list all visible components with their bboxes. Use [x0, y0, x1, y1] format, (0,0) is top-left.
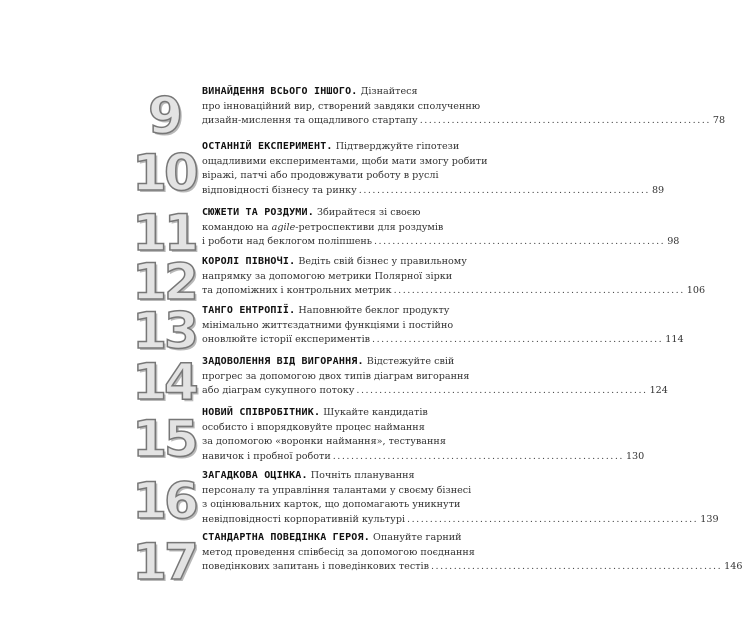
entry-desc: -ретроспективи для роздумів — [295, 221, 444, 233]
leader-dots: ................................................................ — [393, 285, 685, 296]
entry-text — [202, 531, 742, 575]
entry-desc: відповідності бізнесу та ринку — [202, 184, 357, 196]
leader-dots: ................................................................ — [430, 561, 723, 572]
entry-desc: з оцінювальних карток, що допомагають уникнути — [202, 499, 461, 510]
leader-dots: ................................................................ — [407, 513, 699, 525]
entry-desc: дизайн-мислення та ощадливого стартапу — [202, 115, 418, 126]
entry-text — [202, 406, 645, 464]
entry-desc: за допомогою «воронки наймання», тестування — [202, 436, 446, 447]
chapter-number: 17 — [132, 533, 196, 591]
page-number: 130 — [625, 450, 645, 462]
entry-title: ЗАГАДКОВА ОЦІНКА. — [202, 470, 308, 481]
page-number: 139 — [700, 513, 719, 525]
entry-desc: Шукайте кандидатів — [320, 407, 428, 418]
page-number: 89 — [651, 184, 665, 196]
entry-desc: та допоміжних і контрольних метрик — [202, 285, 392, 296]
entry-title: ЗАДОВОЛЕННЯ ВІД ВИГОРАННЯ. — [202, 356, 364, 367]
entry-desc: Підтверджуйте гіпотези — [332, 141, 460, 152]
entry-desc: командою на — [202, 221, 272, 233]
entry-desc: Збирайтеся зі своєю — [313, 207, 421, 218]
entry-desc: оновлюйте історії експериментів — [202, 334, 371, 345]
entry-desc: ощадливими експериментами, щоби мати змогу робити — [202, 155, 488, 167]
page-number: 124 — [649, 385, 668, 396]
entry-title: НОВИЙ СПІВРОБІТНИК. — [202, 407, 321, 418]
entry-text — [202, 255, 706, 299]
entry-title: СЮЖЕТИ ТА РОЗДУМИ. — [202, 207, 314, 218]
entry-title: ТАНГО ЕНТРОПІЇ. — [202, 305, 296, 316]
entry-desc: прогрес за допомогою двох типів діаграм вигорання — [202, 370, 470, 382]
chapter-number: 10 — [132, 144, 196, 202]
entry-text — [202, 140, 665, 198]
entry-desc: персоналу та управління талантами у своєму бізнесі — [202, 484, 472, 496]
entry-desc: і роботи над беклогом поліпшень — [202, 236, 372, 247]
entry-desc: мінімально життєздатними функціями і постійно — [202, 319, 454, 331]
entry-desc: особисто і впорядковуйте процес наймання — [202, 421, 425, 433]
entry-text — [202, 355, 668, 399]
entry-text — [202, 85, 726, 129]
entry-title: СТАНДАРТНА ПОВЕДІНКА ГЕРОЯ. — [202, 532, 370, 543]
page-number: 78 — [712, 115, 726, 126]
leader-dots: ................................................................ — [374, 236, 666, 247]
entry-desc: Дізнайтеся — [357, 86, 418, 97]
entry-desc: метод проведення співбесід за допомогою поєднання — [202, 546, 475, 558]
leader-dots: ................................................................ — [419, 115, 711, 126]
entry-desc: або діаграм сукупного потоку — [202, 385, 355, 396]
entry-text — [202, 469, 719, 527]
leader-dots: ................................................................ — [332, 450, 624, 462]
entry-desc: невідповідності корпоративній культурі — [202, 513, 406, 525]
chapter-number: 9 — [148, 87, 180, 145]
entry-desc: віражі, патчі або продовжувати роботу в руслі — [202, 170, 439, 181]
entry-desc: поведінкових запитань і поведінкових тестів — [202, 561, 429, 572]
entry-title: КОРОЛІ ПІВНОЧІ. — [202, 256, 296, 267]
page-number: 114 — [665, 334, 684, 345]
entry-desc: напрямку за допомогою метрики Полярної зірки — [202, 270, 453, 282]
entry-title: ВИНАЙДЕННЯ ВСЬОГО ІНШОГО. — [202, 86, 358, 97]
leader-dots: ................................................................ — [356, 385, 648, 396]
chapter-number: 16 — [132, 472, 196, 530]
chapter-number: 13 — [132, 302, 196, 360]
leader-dots: ................................................................ — [372, 334, 664, 345]
entry-text — [202, 304, 684, 348]
entry-desc: Наповнюйте беклог продукту — [295, 305, 450, 316]
page-number: 106 — [686, 285, 706, 296]
entry-desc-italic: agile — [271, 221, 296, 233]
leader-dots: ................................................................ — [358, 184, 650, 196]
entry-desc: Відстежуйте свій — [363, 356, 455, 367]
page-number: 98 — [667, 236, 680, 247]
entry-title: ОСТАННІЙ ЕКСПЕРИМЕНТ. — [202, 141, 333, 152]
entry-desc: Опануйте гарний — [369, 532, 462, 543]
entry-desc: про інноваційний вир, створений завдяки сполученню — [202, 100, 481, 112]
entry-text — [202, 206, 680, 250]
entry-desc: навичок і пробної роботи — [202, 450, 331, 462]
chapter-number: 14 — [132, 353, 196, 411]
entry-desc: Почніть планування — [307, 470, 415, 481]
chapter-number: 15 — [132, 410, 196, 468]
chapter-number: 11 — [132, 204, 196, 262]
page-number: 146 — [724, 561, 742, 572]
entry-desc: Ведіть свій бізнес у правильному — [295, 256, 467, 267]
chapter-number: 12 — [132, 253, 196, 311]
